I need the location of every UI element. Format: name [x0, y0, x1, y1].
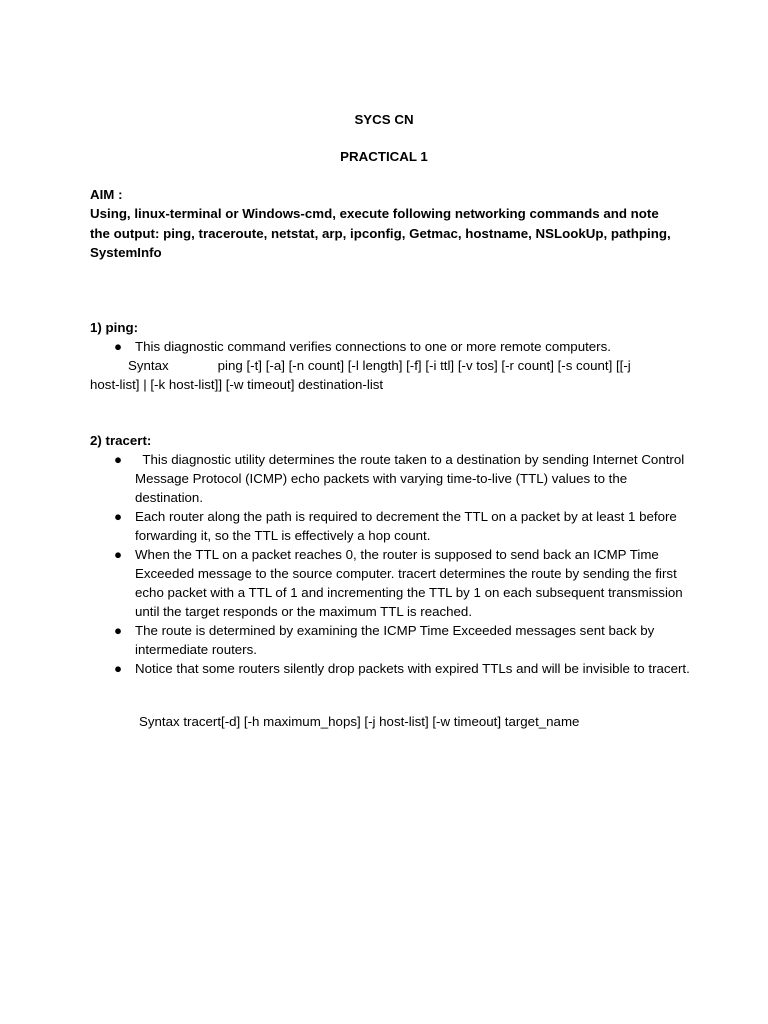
bullet-icon: ● [114, 339, 123, 354]
practical-title: PRACTICAL 1 [340, 149, 428, 164]
bullet-icon: ● [114, 547, 123, 562]
list-item: ● The route is determined by examining the ICMP Time Exceeded messages sent back by intermediate routers. [114, 623, 655, 657]
bullet-icon: ● [114, 509, 123, 524]
list-item: ● Notice that some routers silently drop packets with expired TTLs and will be invisible to tracert. [114, 661, 690, 676]
bullet-icon: ● [114, 661, 123, 676]
ping-syntax-continuation: host-list] | [-k host-list]] [-w timeout] destination-list [90, 377, 384, 392]
list-item: ● When the TTL on a packet reaches 0, the router is supposed to send back an ICMP Time Exceeded message to the source computer. tracert determines the route by sending the first echo packet with a TTL of 1 and incrementing the TTL by 1 on each subsequent transmission until the target responds or the maximum TTL is reached. [114, 547, 683, 619]
list-item: ● Each router along the path is required to decrement the TTL on a packet by at least 1 before forwarding it, so the TTL is effectively a hop count. [114, 509, 677, 543]
bullet-icon: ● [114, 452, 123, 467]
aim-text: Using, linux-terminal or Windows-cmd, execute following networking commands and note the output: ping, traceroute, netstat, arp, ipconfig, Getmac, hostname, NSLookUp, pathping, SystemInfo [90, 206, 671, 260]
bullet-icon: ● [114, 623, 123, 638]
list-item: ● This diagnostic utility determines the route taken to a destination by sending Internet Control Message Protocol (ICMP) echo packets with varying time-to-live (TTL) values to the destination. [114, 452, 688, 505]
ping-syntax-line [128, 356, 698, 376]
ping-heading: 1) ping: [90, 320, 139, 335]
tracert-syntax: Syntax tracert[-d] [-h maximum_hops] [-j host-list] [-w timeout] target_name [139, 714, 580, 729]
tracert-heading: 2) tracert: [90, 433, 152, 448]
ping-syntax-text: ping [-t] [-a] [-n count] [-l length] [-f] [-i ttl] [-v tos] [-r count] [-s count] [[-j [217, 358, 631, 373]
tracert-bullets [90, 450, 690, 678]
ping-syntax-label: Syntax [128, 358, 169, 373]
list-item: ● This diagnostic command verifies connections to one or more remote computers. [114, 339, 611, 354]
aim-label: AIM : [90, 187, 123, 202]
ping-bullets [90, 337, 690, 356]
course-title: SYCS CN [354, 112, 414, 127]
